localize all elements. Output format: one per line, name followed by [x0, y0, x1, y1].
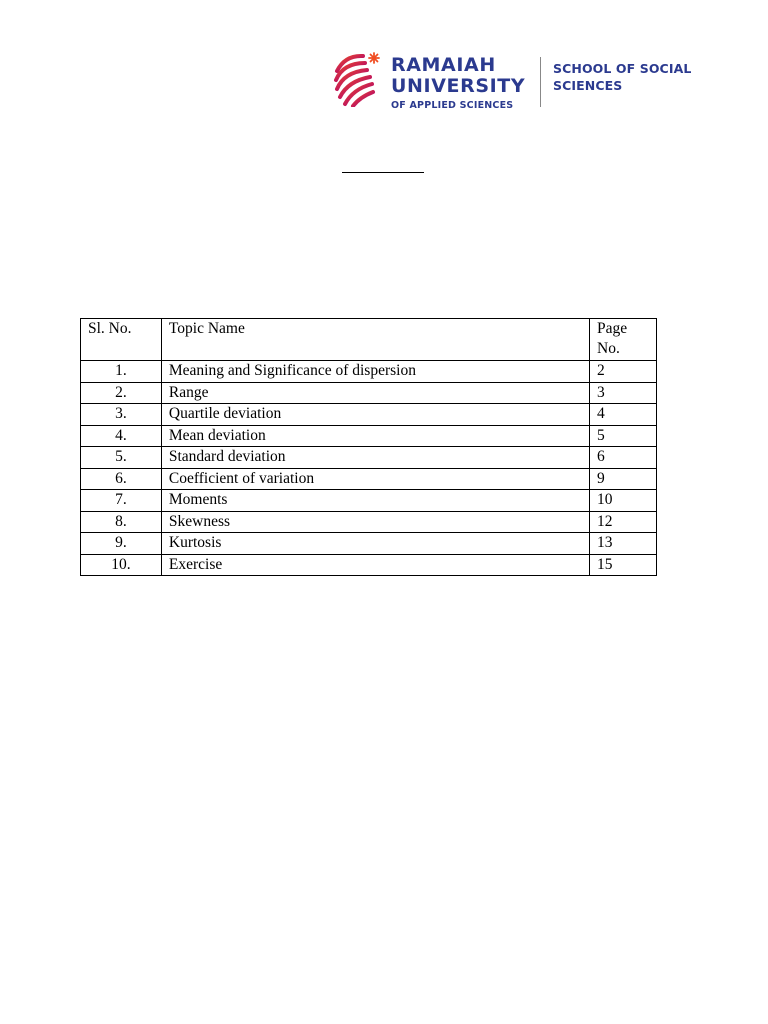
logo-line-university: UNIVERSITY	[391, 75, 526, 97]
table-row	[81, 490, 657, 512]
row-topic-name: Quartile deviation	[161, 404, 589, 426]
row-sl-no: 6.	[81, 468, 162, 490]
row-page-no: 15	[590, 554, 657, 576]
row-page-no: 6	[590, 447, 657, 469]
row-page-no: 4	[590, 404, 657, 426]
logo-divider	[540, 57, 541, 107]
table-row	[81, 404, 657, 426]
row-sl-no: 5.	[81, 447, 162, 469]
logo-line-applied-sciences: OF APPLIED SCIENCES	[391, 100, 514, 111]
university-logo	[333, 50, 693, 112]
row-topic-name: Exercise	[161, 554, 589, 576]
row-page-no: 10	[590, 490, 657, 512]
column-header-page-text: Page No.	[597, 320, 628, 357]
row-topic-name: Coefficient of variation	[161, 468, 589, 490]
university-emblem-icon	[333, 51, 381, 107]
row-page-no: 9	[590, 468, 657, 490]
table-row	[81, 447, 657, 469]
column-header-topic: Topic Name	[161, 319, 589, 361]
table-row	[81, 533, 657, 555]
row-sl-no: 10.	[81, 554, 162, 576]
row-topic-name: Moments	[161, 490, 589, 512]
row-topic-name: Range	[161, 382, 589, 404]
row-sl-no: 9.	[81, 533, 162, 555]
row-topic-name: Mean deviation	[161, 425, 589, 447]
logo-line-ramaiah: RAMAIAH	[391, 54, 496, 76]
heading-underline	[342, 172, 424, 173]
column-header-sl-no: Sl. No.	[81, 319, 162, 361]
table-row	[81, 361, 657, 383]
row-sl-no: 1.	[81, 361, 162, 383]
table-row	[81, 554, 657, 576]
column-header-page	[590, 319, 657, 361]
row-sl-no: 7.	[81, 490, 162, 512]
school-line-1: SCHOOL OF SOCIAL	[553, 61, 692, 76]
row-page-no: 3	[590, 382, 657, 404]
row-topic-name: Kurtosis	[161, 533, 589, 555]
table-row	[81, 468, 657, 490]
row-topic-name: Skewness	[161, 511, 589, 533]
table-row	[81, 511, 657, 533]
school-line-2: SCIENCES	[553, 78, 623, 93]
row-sl-no: 8.	[81, 511, 162, 533]
row-sl-no: 3.	[81, 404, 162, 426]
school-name	[553, 60, 691, 94]
row-page-no: 12	[590, 511, 657, 533]
row-sl-no: 4.	[81, 425, 162, 447]
row-topic-name: Standard deviation	[161, 447, 589, 469]
row-page-no: 5	[590, 425, 657, 447]
contents-table	[80, 318, 657, 576]
row-page-no: 2	[590, 361, 657, 383]
row-sl-no: 2.	[81, 382, 162, 404]
row-page-no: 13	[590, 533, 657, 555]
university-name	[391, 56, 525, 111]
table-header-row	[81, 319, 657, 361]
table-row	[81, 382, 657, 404]
row-topic-name: Meaning and Significance of dispersion	[161, 361, 589, 383]
table-row	[81, 425, 657, 447]
